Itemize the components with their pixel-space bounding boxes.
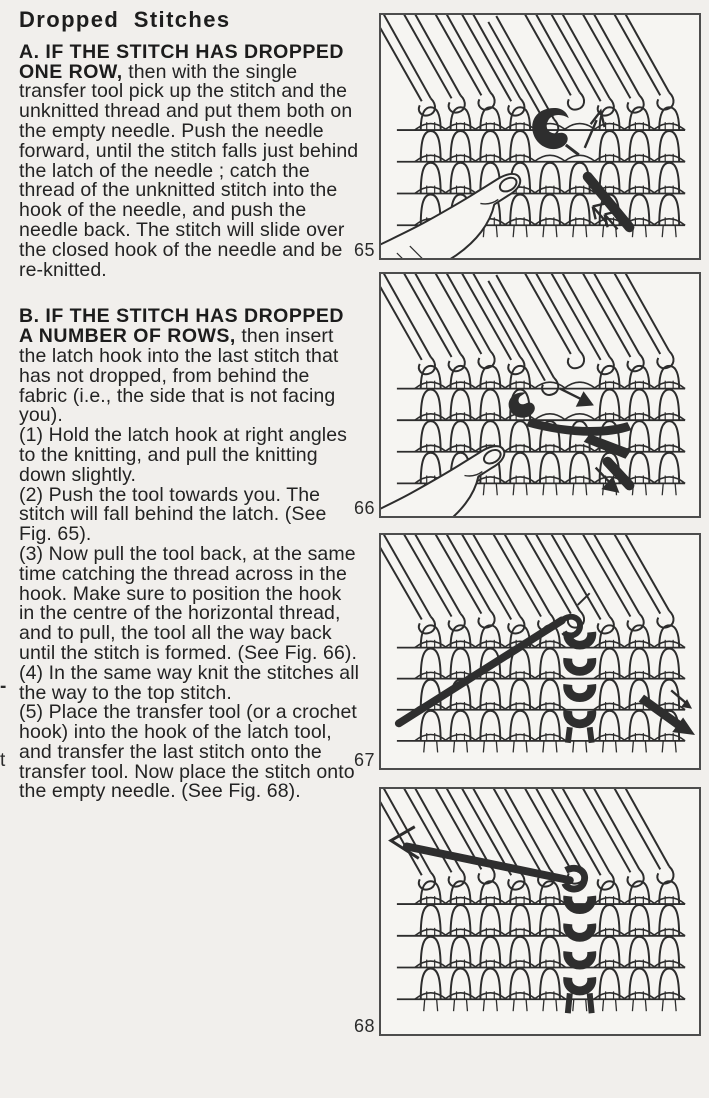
- figure-68-illustration: [381, 789, 699, 1034]
- text-column: [19, 7, 361, 803]
- page-edge-mark: -: [0, 676, 7, 697]
- instruction-step-3: (3) Now pull the tool back, at the same time catching the thread across in the hook. Make sure to position the hook in the centre of the horizontal thread, and to pull, the tool all the way back until the stitch is formed. (See Fig. 66).: [19, 542, 358, 664]
- figure-67: [354, 533, 701, 770]
- figure-66-number: 66: [354, 498, 376, 518]
- figure-65-number: 65: [354, 240, 376, 260]
- instruction-step-1: (1) Hold the latch hook at right angles to the knitting, and pull the knitting down slightly.: [19, 424, 348, 486]
- figure-65-illustration: [381, 15, 699, 258]
- section-a: [19, 40, 361, 281]
- instruction-step-4: (4) In the same way knit the stitches all the way to the top stitch.: [19, 661, 360, 704]
- section-b: [19, 307, 361, 802]
- section-b-paragraph: [19, 307, 361, 426]
- figure-68-number: 68: [354, 1016, 376, 1036]
- section-b-intro: then insert the latch hook into the last stitch that has not dropped, from behind the fabric (i.e., the side that is not facing you).: [19, 325, 339, 427]
- figure-66: [354, 272, 701, 518]
- figure-67-illustration: [381, 535, 699, 768]
- section-a-heading: A. IF THE STITCH HAS DROPPED ONE ROW,: [19, 40, 344, 83]
- section-b-heading: B. IF THE STITCH HAS DROPPED A NUMBER OF ROWS,: [19, 305, 344, 348]
- instruction-step-2: (2) Push the tool towards you. The stitch will fall behind the latch. (See Fig. 65).: [19, 483, 327, 546]
- instruction-step-5: (5) Place the transfer tool (or a crochet hook) into the hook of the latch tool, and transfer the last stitch onto the transfer tool. Now place the stitch onto the empty needle. (See Fig. 68).: [19, 701, 357, 803]
- figure-68: [354, 787, 701, 1036]
- dropped-stitch-ladder: [568, 632, 592, 743]
- figure-65: [354, 13, 701, 260]
- figure-66-illustration: [381, 274, 699, 516]
- section-a-paragraph: [19, 40, 361, 281]
- section-a-body: then with the single transfer tool pick up the stitch and the unknitted thread and put them both on the empty needle. Push the needle forward, until the stitch falls just behind the latch of the needle ; catch the thread of the unknitted stitch into the hook of the needle, and push the needle back. The stitch will slide over the closed hook of the needle and be re-knitted.: [19, 60, 359, 281]
- page-title: Dropped Stitches: [19, 7, 231, 32]
- reknitted-stitch-column: [568, 896, 592, 1013]
- page-edge-mark: t: [0, 750, 6, 771]
- figure-67-number: 67: [354, 750, 376, 770]
